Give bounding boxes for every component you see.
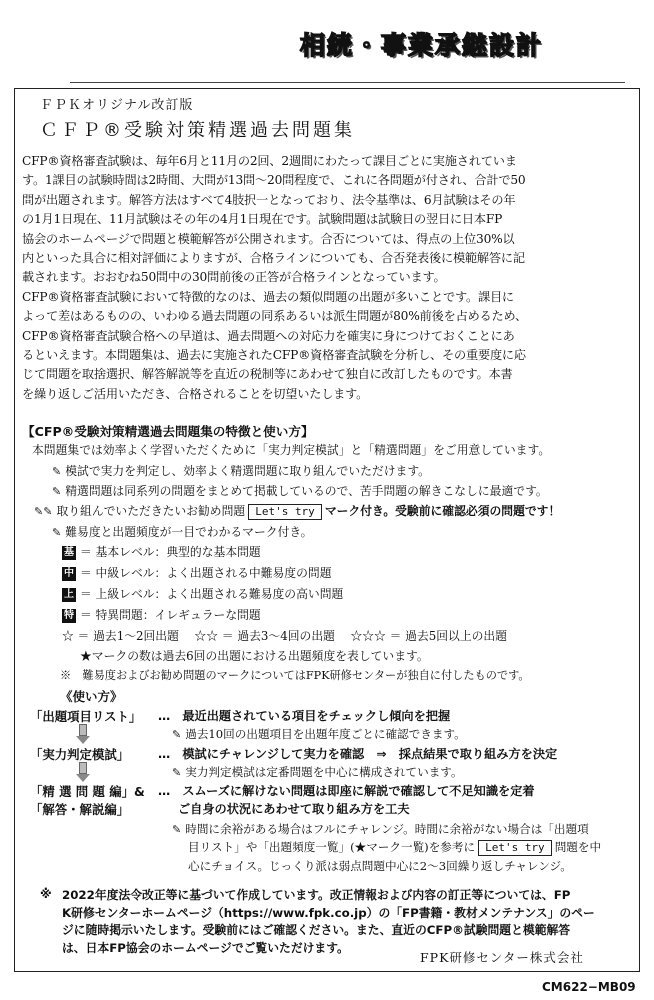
- intro-line: 載されます。おおむね50問中の30問前後の正答が合格ラインとなっています。: [22, 270, 446, 285]
- step-selected-desc: … スムーズに解けない問題は即座に解説で確認して不足知識を定着: [158, 784, 535, 798]
- company-name: FPK研修センター株式会社: [420, 950, 584, 965]
- step-note: 心にチョイス。じっくり派は弱点問題中心に2～3回繰り返しチャレンジ。: [188, 859, 572, 873]
- header-rule: [70, 82, 625, 83]
- step-note: 目リスト」や「出題頻度一覧」(★マーク一覧)を参考に Let's try 問題を中: [188, 840, 602, 854]
- down-arrow-icon: [77, 762, 89, 782]
- step-mock-exam: 「実力判定模試」: [30, 747, 130, 762]
- footer-line: 2022年度法令改正等に基づいて作成しています。改正情報および内容の訂正等については、FP: [62, 888, 571, 902]
- footer-line: K研修センターホームページ（https://www.fpk.co.jp）の「FP書籍・教材メンテナンス」のペー: [62, 905, 595, 920]
- intro-line: CFP®資格審査試験は、毎年6月と11月の2回、2週間にわたって課目ごとに実施されていま: [22, 154, 517, 168]
- intro-line: CFP®資格審査試験合格への早道は、過去問題への対応力を確実に身につけておくことにあ: [22, 328, 515, 343]
- level-row: 特 ＝ 特異問題：イレギュラーな問題: [64, 608, 261, 622]
- level-badge: 中: [64, 568, 74, 579]
- step-note: ✎ 過去10回の出題項目を出題年度ごとに確認できます。: [172, 727, 466, 741]
- double-pencil-icon: ✎✎: [34, 505, 53, 518]
- book-subtitle: ＦＰＫオリジナル改訂版: [40, 98, 194, 113]
- level-row: 基 ＝ 基本レベル：典型的な基本問題: [64, 545, 261, 559]
- intro-line: よって差はあるものの、いわゆる過去問題の同系あるいは派生問題が80%前後を占めるため、: [22, 309, 528, 324]
- step-selected-questions: 「精 選 問 題 編」&: [30, 784, 145, 799]
- step-selected-desc2: ご自身の状況にあわせて取り組み方を工夫: [178, 802, 410, 816]
- pencil-icon: ✎: [172, 766, 182, 779]
- pencil-icon: ✎: [172, 823, 182, 836]
- book-title: ＣＦＰ®受験対策精選過去問題集: [40, 120, 355, 141]
- page-title: 相続・事業承継設計: [300, 31, 544, 60]
- footer-line: ジに随時掲示いたします。受験前にはご確認ください。また、直近のCFP®試験問題と模範解答: [62, 923, 571, 937]
- feature-bullet: ✎✎ 取り組んでいただきたいお勧め問題 Let's try マーク付き。受験前に確認必須の問題です！: [34, 504, 561, 518]
- pencil-icon: ✎: [52, 485, 62, 498]
- marks-note: ※ 難易度およびお勧め問題のマークについてはFPK研修センターが独自に付したものです。: [60, 669, 530, 682]
- pencil-icon: ✎: [172, 728, 182, 741]
- level-badge: 基: [64, 547, 74, 558]
- features-heading: 【CFP®受験対策精選過去問題集の特徴と使い方】: [22, 424, 314, 439]
- step-question-list-desc: … 最近出題されている項目をチェックし傾向を把握: [158, 709, 451, 723]
- footer-text: [62, 887, 632, 957]
- intro-line: るといえます。本問題集は、過去に実施されたCFP®資格審査試験を分析し、その重要度に応: [22, 348, 526, 363]
- footer-line: は、日本FP協会のホームページでご覧いただけます。: [62, 940, 349, 955]
- lets-try-mark: Let's try: [248, 504, 322, 520]
- pencil-icon: ✎: [52, 465, 62, 478]
- intro-line: じて問題を取捨選択、解答解説等を直近の税制等にあわせて独自に改訂したものです。本書: [22, 367, 513, 382]
- level-row: 上 ＝ 上級レベル：よく出題される難易度の高い問題: [64, 587, 344, 601]
- level-badge: 特: [64, 610, 74, 621]
- intro-line: の1月1日現在、11月試験はその年の4月1日現在です。試験問題は試験日の翌日に日本FP: [22, 212, 503, 227]
- feature-bullet: ✎ 模試で実力を判定し、効率よく精選問題に取り組んでいただけます。: [52, 464, 430, 478]
- product-code: CM622−MB09: [542, 980, 636, 994]
- intro-text: [22, 152, 632, 404]
- step-note: ✎ 時間に余裕がある場合はフルにチャレンジ。時間に余裕がない場合は「出題項: [172, 822, 589, 836]
- down-arrow-icon: [77, 724, 89, 744]
- stars-note: ★マークの数は過去6回の出題における出題頻度を表しています。: [80, 649, 429, 663]
- lets-try-mark: Let's try: [478, 840, 552, 856]
- feature-bullet: ✎ 精選問題は同系列の問題をまとめて掲載しているので、苦手問題の解きこなしに最適です。: [52, 484, 548, 498]
- features-intro: 本問題集では効率よく学習いただくために「実力判定模試」と「精選問題」をご用意しています。: [32, 443, 551, 457]
- page-header: [300, 26, 543, 62]
- intro-line: す。1課目の試験時間は2時間、大問が13問～20問程度で、これに各問題が付され、合計で50: [22, 173, 526, 188]
- intro-line: を繰り返しご活用いただき、合格されることを切望いたします。: [22, 386, 369, 401]
- level-badge: 上: [64, 589, 74, 600]
- step-note: ✎ 実力判定模試は定番問題を中心に構成されています。: [172, 765, 463, 779]
- step-mock-exam-desc: … 模試にチャレンジして実力を確認 ⇒ 採点結果で取り組み方を決定: [158, 747, 558, 761]
- step-answers: 「解答・解説編」: [30, 802, 130, 817]
- footer-mark: ※: [40, 887, 52, 901]
- step-question-list: 「出題項目リスト」: [30, 709, 142, 724]
- intro-line: 内といった具合に相対評価によりますが、合格ラインについても、合否発表後に模範解答に記: [22, 251, 525, 266]
- level-row: 中 ＝ 中級レベル：よく出題される中難易度の問題: [64, 566, 332, 580]
- feature-bullet: ✎ 難易度と出題頻度が一目でわかるマーク付き。: [52, 525, 313, 539]
- stars-legend: ☆ ＝ 過去1～2回出題 ☆☆ ＝ 過去3～4回の出題 ☆☆☆ ＝ 過去5回以上の出題: [62, 629, 508, 643]
- intro-line: CFP®資格審査試験において特徴的なのは、過去の類似問題の出題が多いことです。課目に: [22, 289, 514, 304]
- pencil-icon: ✎: [52, 526, 62, 539]
- howto-heading: 《使い方》: [60, 689, 123, 704]
- intro-line: 問が出題されます。解答方法はすべて4肢択一となっており、法令基準は、6月試験はその年: [22, 192, 516, 207]
- intro-line: 協会のホームページで問題と模範解答が公開されます。合否については、得点の上位30%以: [22, 231, 515, 246]
